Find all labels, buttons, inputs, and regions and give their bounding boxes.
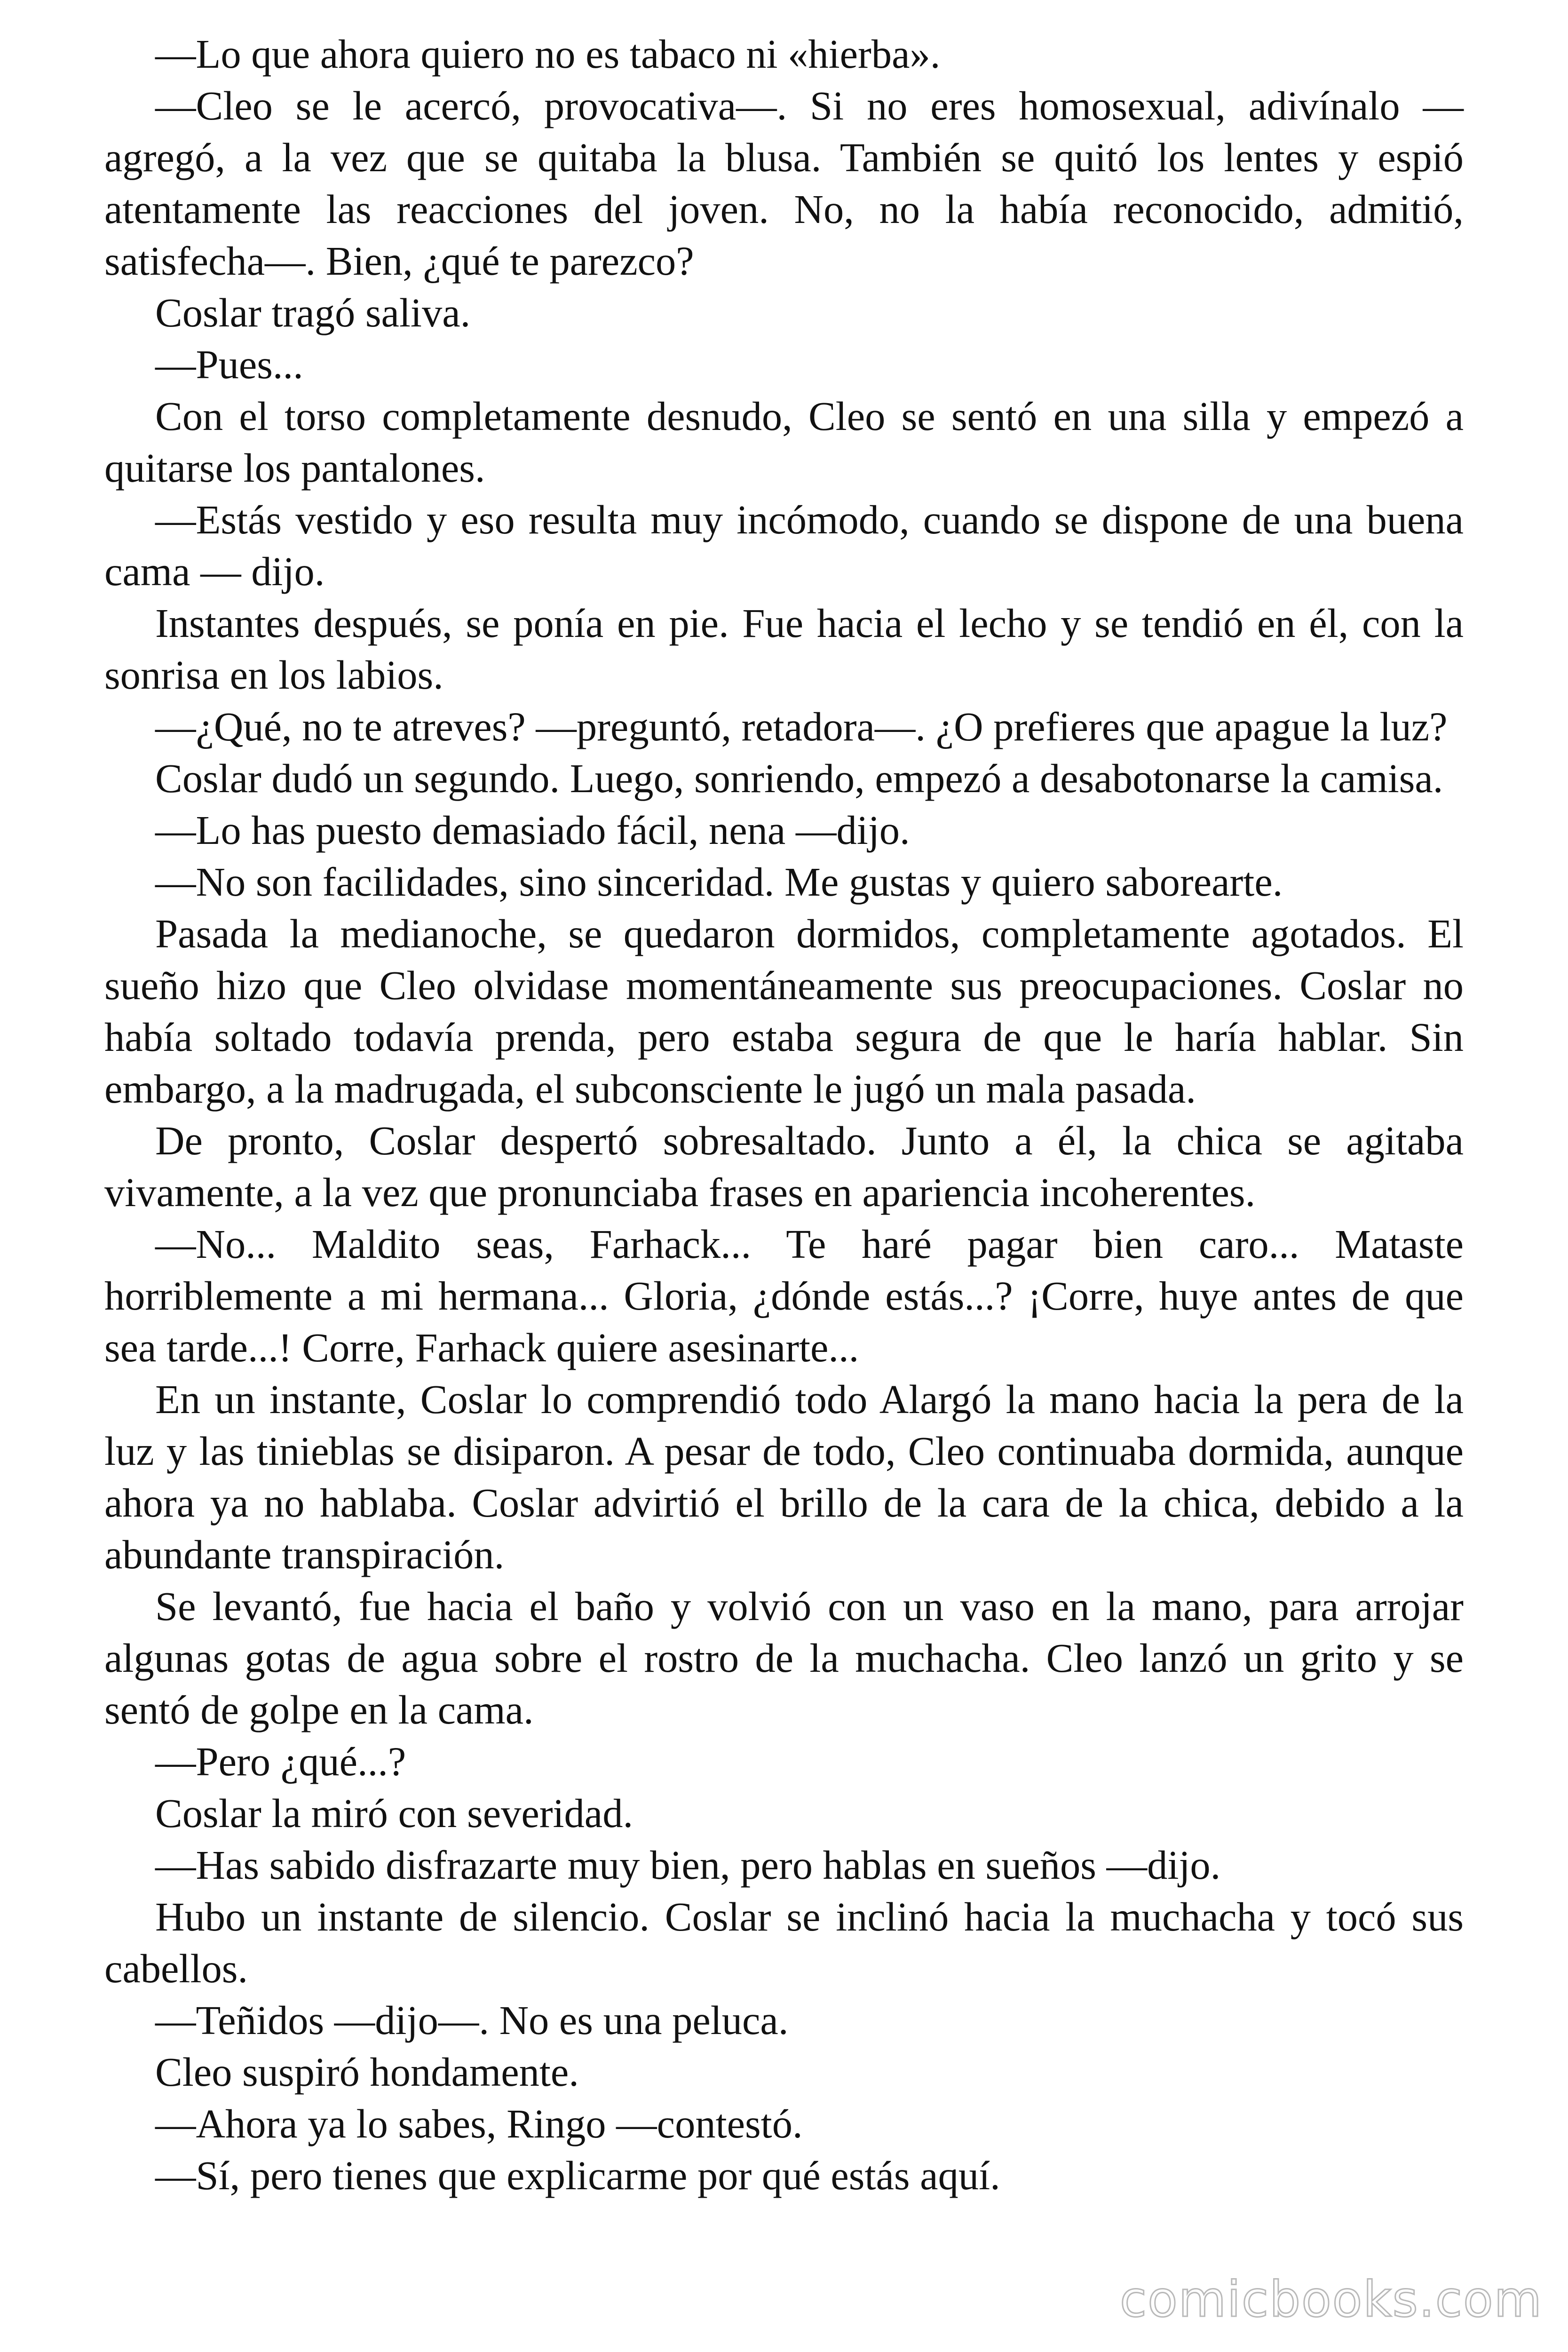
paragraph: —Estás vestido y eso resulta muy incómodo, cuando se dispone de una buena cama — dijo.: [104, 497, 1464, 594]
page-body: [104, 28, 1464, 2201]
paragraph: —Lo has puesto demasiado fácil, nena —dijo.: [155, 808, 910, 853]
paragraph: De pronto, Coslar despertó sobresaltado. Junto a él, la chica se agitaba vivamente, a la vez que pronunciaba frases en apariencia incoherentes.: [104, 1118, 1464, 1215]
paragraph: Con el torso completamente desnudo, Cleo se sentó en una silla y empezó a quitarse los pantalones.: [104, 394, 1464, 491]
paragraph: —Sí, pero tienes que explicarme por qué estás aquí.: [155, 2153, 1000, 2198]
paragraph: —Pero ¿qué...?: [155, 1739, 406, 1784]
paragraph: Instantes después, se ponía en pie. Fue hacia el lecho y se tendió en él, con la sonrisa en los labios.: [104, 601, 1464, 698]
paragraph: —Ahora ya lo sabes, Ringo —contestó.: [155, 2101, 803, 2146]
paragraph: Se levantó, fue hacia el baño y volvió con un vaso en la mano, para arrojar algunas gotas de agua sobre el rostro de la muchacha. Cleo lanzó un grito y se sentó de golpe en la cama.: [104, 1584, 1464, 1732]
paragraph: —Lo que ahora quiero no es tabaco ni «hierba».: [155, 32, 941, 77]
paragraph: —No son facilidades, sino sinceridad. Me gustas y quiero saborearte.: [155, 859, 1283, 905]
paragraph: —¿Qué, no te atreves? —preguntó, retadora—. ¿O prefieres que apague la luz?: [155, 704, 1448, 749]
paragraph: Coslar tragó saliva.: [155, 290, 471, 335]
paragraph: Coslar dudó un segundo. Luego, sonriendo, empezó a desabotonarse la camisa.: [155, 756, 1443, 801]
paragraph: Coslar la miró con severidad.: [155, 1791, 634, 1836]
paragraph: —Teñidos —dijo—. No es una peluca.: [155, 1998, 789, 2043]
paragraph: Pasada la medianoche, se quedaron dormidos, completamente agotados. El sueño hizo que Cleo olvidase momentáneamente sus preocupaciones. Coslar no había soltado todavía prenda, pero estaba segura de que le haría hablar. Sin embargo, a la madrugada, el subconsciente le jugó un mala pasada.: [104, 911, 1464, 1112]
paragraph: Cleo suspiró hondamente.: [155, 2050, 579, 2095]
paragraph: —No... Maldito seas, Farhack... Te haré pagar bien caro... Mataste horriblemente a mi hermana... Gloria, ¿dónde estás...? ¡Corre, huye antes de que sea tarde...! Corre, Farhack quiere asesinarte...: [104, 1222, 1464, 1370]
paragraph: —Has sabido disfrazarte muy bien, pero hablas en sueños —dijo.: [155, 1843, 1221, 1888]
watermark: comicbooks.com: [1119, 2271, 1543, 2328]
paragraph: —Cleo se le acercó, provocativa—. Si no eres homosexual, adivínalo — agregó, a la vez que se quitaba la blusa. También se quitó los lentes y espió atentamente las reacciones del joven. No, no la había reconocido, admitió, satisfecha—. Bien, ¿qué te parezco?: [104, 83, 1464, 284]
paragraph: —Pues...: [155, 342, 303, 387]
paragraph: Hubo un instante de silencio. Coslar se inclinó hacia la muchacha y tocó sus cabellos.: [104, 1894, 1464, 1991]
paragraph: En un instante, Coslar lo comprendió todo Alargó la mano hacia la pera de la luz y las tinieblas se disiparon. A pesar de todo, Cleo continuaba dormida, aunque ahora ya no hablaba. Coslar advirtió el brillo de la cara de la chica, debido a la abundante transpiración.: [104, 1377, 1464, 1577]
